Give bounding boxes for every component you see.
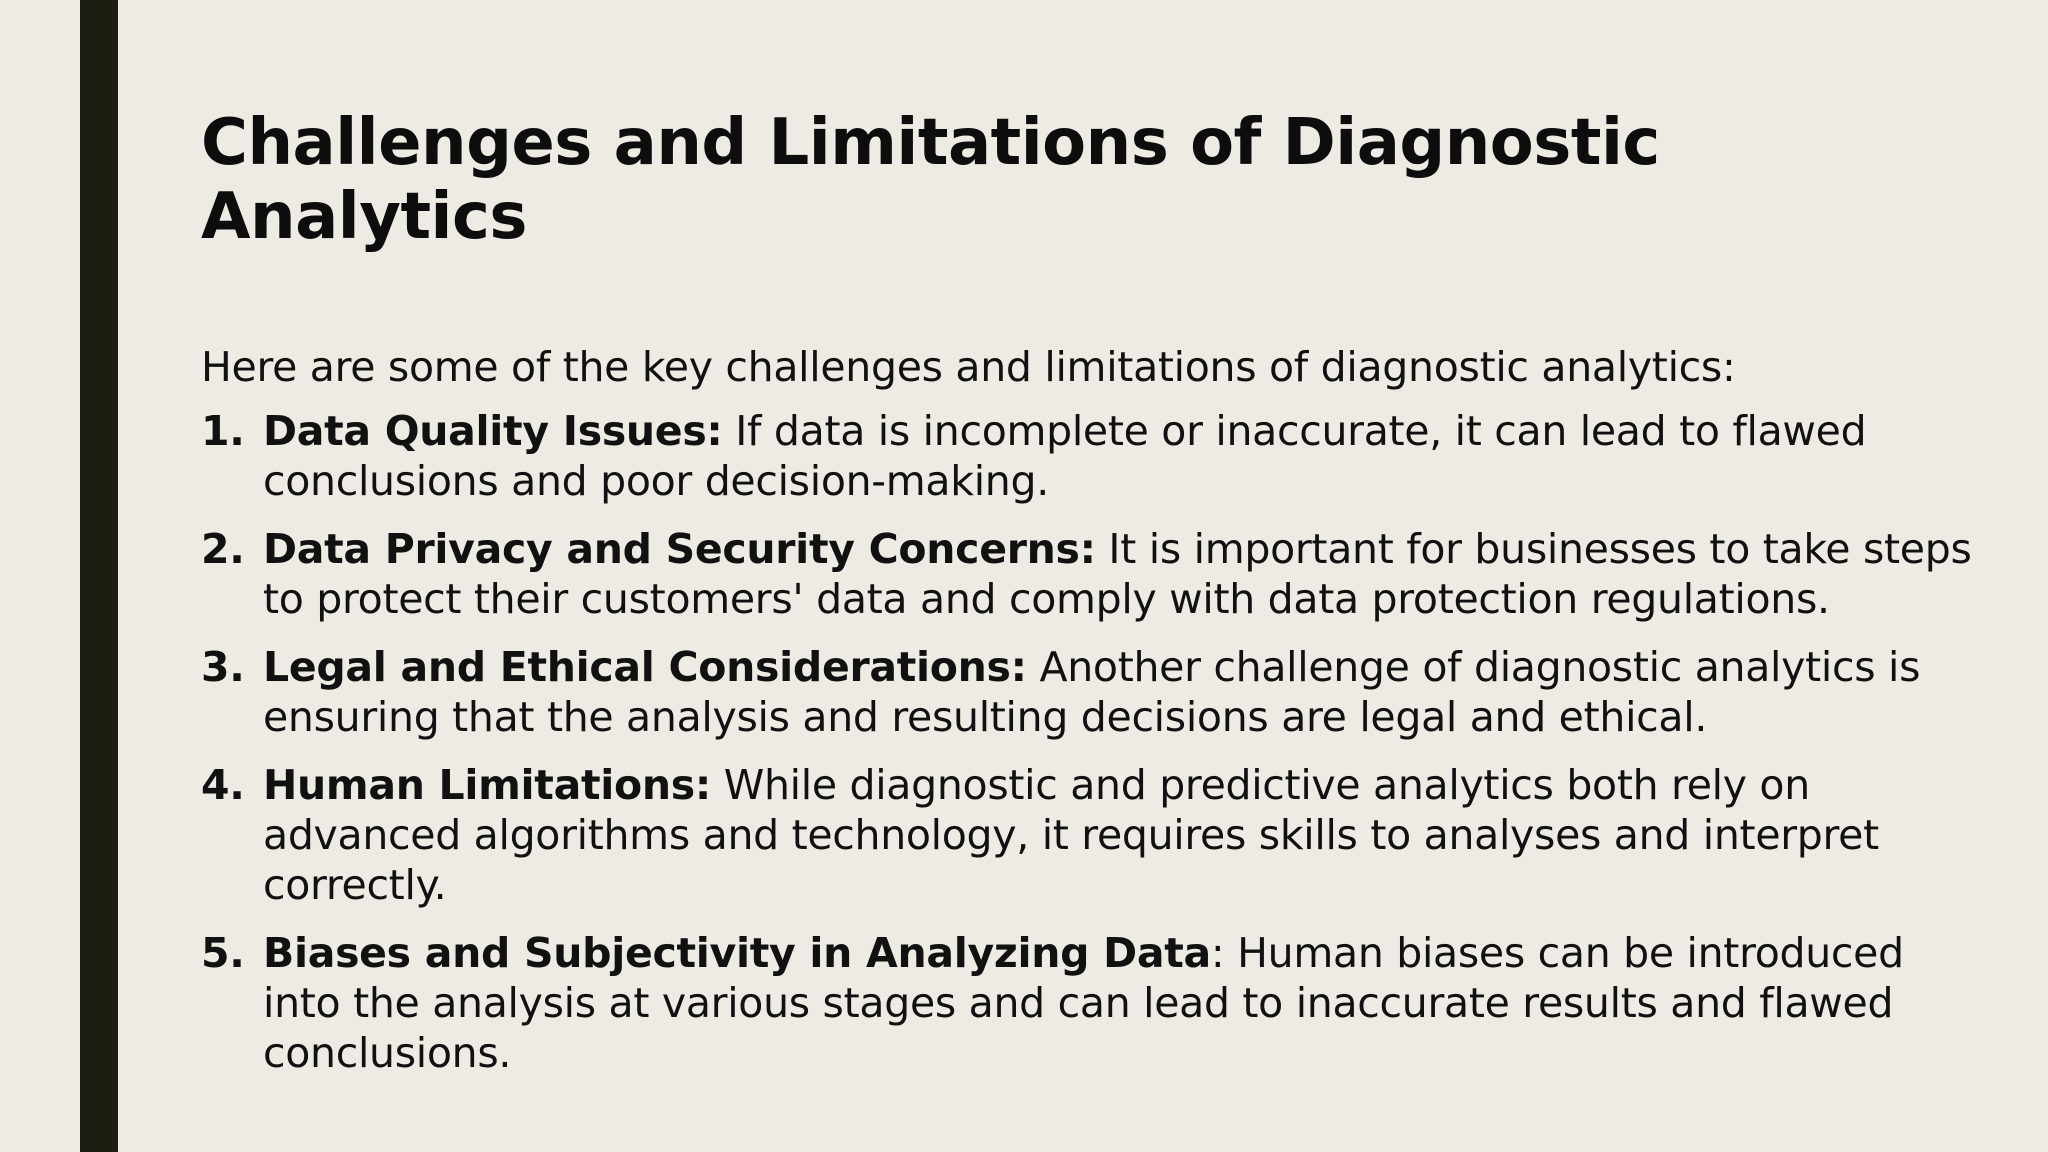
item-term: Human Limitations: <box>263 761 711 809</box>
intro-text: Here are some of the key challenges and limitations of diagnostic analytics: <box>201 343 1736 391</box>
list-item <box>201 406 1981 506</box>
item-number: 2. <box>201 525 245 573</box>
list-item <box>201 760 1981 910</box>
item-body <box>263 406 1981 506</box>
item-body <box>263 524 1981 624</box>
item-term: Data Privacy and Security Concerns: <box>263 525 1096 573</box>
accent-bar <box>80 0 118 1152</box>
item-term: Legal and Ethical Considerations: <box>263 643 1027 691</box>
item-term: Data Quality Issues: <box>263 407 723 455</box>
item-number: 4. <box>201 761 245 809</box>
item-text: If data is incomplete or inaccurate, it can lead to flawed conclusions and poor decision-making. <box>263 407 1867 505</box>
list-item <box>201 642 1981 742</box>
item-text: It is important for businesses to take steps to protect their customers' data and comply with data protection regulations. <box>263 525 1972 623</box>
item-term: Biases and Subjectivity in Analyzing Data <box>263 929 1211 977</box>
slide-title: Challenges and Limitations of Diagnostic Analytics <box>201 106 1660 254</box>
item-text: : Human biases can be introduced into the analysis at various stages and can lead to inaccurate results and flawed conclusions. <box>263 929 1904 1077</box>
list-item <box>201 928 1981 1078</box>
item-number: 1. <box>201 407 245 455</box>
item-text: Another challenge of diagnostic analytics is ensuring that the analysis and resulting decisions are legal and ethical. <box>263 643 1921 741</box>
item-body <box>263 760 1981 910</box>
item-number: 3. <box>201 643 245 691</box>
item-text: While diagnostic and predictive analytics both rely on advanced algorithms and technology, it requires skills to analyses and interpret correctly. <box>263 761 1879 909</box>
slide-content <box>201 342 1981 1096</box>
item-number: 5. <box>201 929 245 977</box>
item-body <box>263 642 1981 742</box>
list-item <box>201 524 1981 624</box>
item-body <box>263 928 1981 1078</box>
